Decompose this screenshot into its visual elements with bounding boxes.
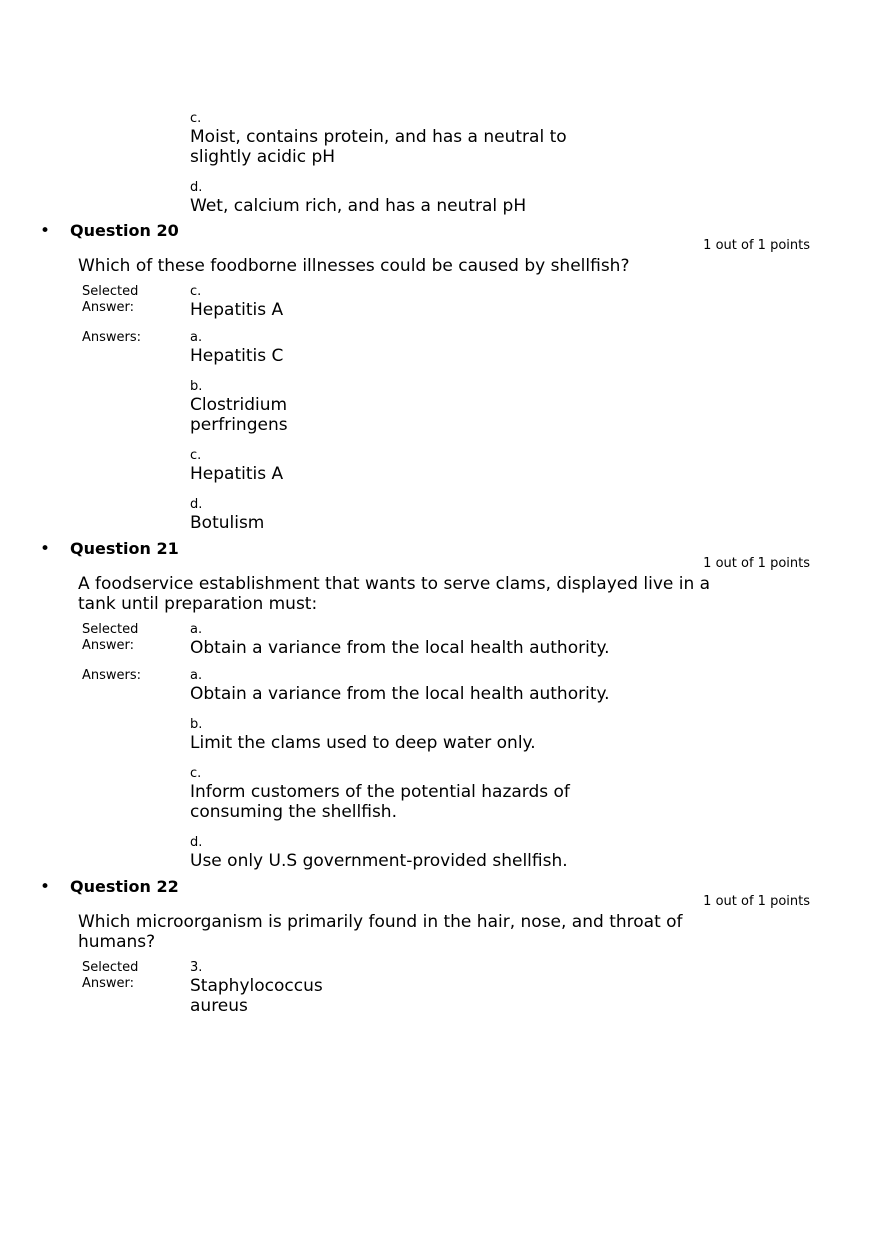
selected-answer	[190, 622, 750, 658]
question-points: 1 out of 1 points	[703, 894, 810, 909]
option-text: Botulism	[190, 513, 265, 533]
option-text: Wet, calcium rich, and has a neutral pH	[190, 196, 527, 216]
option-text: Staphylococcus aureus	[190, 976, 323, 1016]
option-text: Hepatitis A	[190, 300, 284, 320]
option-letter: d.	[190, 180, 203, 195]
option-text: Obtain a variance from the local health authority.	[190, 684, 610, 704]
bullet-icon: •	[40, 221, 51, 241]
question-text: Which of these foodborne illnesses could be caused by shellfish?	[78, 256, 630, 276]
option-letter: b.	[190, 379, 203, 394]
option-text: Hepatitis C	[190, 346, 284, 366]
selected-answer	[190, 284, 750, 320]
selected-answer	[190, 960, 750, 1016]
option-letter: c.	[190, 111, 202, 126]
question-points: 1 out of 1 points	[703, 238, 810, 253]
option-letter: b.	[190, 717, 203, 732]
answer-option	[190, 717, 750, 753]
selected-answer-label: Selected Answer:	[82, 622, 139, 653]
option-letter: a.	[190, 668, 203, 683]
answer-option	[190, 835, 750, 871]
option-letter: c.	[190, 448, 202, 463]
selected-answer-block	[0, 960, 880, 1016]
answer-option	[190, 379, 750, 435]
answer-option	[190, 330, 750, 366]
selected-answer-label: Selected Answer:	[82, 284, 139, 315]
option-text: Inform customers of the potential hazards of consuming the shellfish.	[190, 782, 570, 822]
question-20	[0, 220, 880, 533]
option-letter: a.	[190, 330, 203, 345]
option-text: Clostridium perfringens	[190, 395, 288, 435]
answer-option	[190, 448, 750, 484]
answers-block	[0, 330, 880, 533]
option-letter: c.	[190, 766, 202, 781]
question-22	[0, 876, 880, 1016]
question-points: 1 out of 1 points	[703, 556, 810, 571]
question-title: Question 21	[70, 539, 179, 558]
option-text: Obtain a variance from the local health authority.	[190, 638, 610, 658]
option-text: Moist, contains protein, and has a neutral to slightly acidic pH	[190, 127, 567, 167]
answer-option	[190, 180, 750, 216]
option-text: Hepatitis A	[190, 464, 284, 484]
option-letter: a.	[190, 622, 203, 637]
option-letter: c.	[190, 284, 202, 299]
option-letter: 3.	[190, 960, 203, 975]
question-text: A foodservice establishment that wants to serve clams, displayed live in a tank until preparation must:	[78, 574, 711, 614]
answer-option	[190, 111, 750, 167]
answer-option	[190, 668, 750, 704]
question-text: Which microorganism is primarily found in the hair, nose, and throat of humans?	[78, 912, 683, 952]
option-letter: d.	[190, 835, 203, 850]
option-text: Use only U.S government-provided shellfish.	[190, 851, 568, 871]
answer-option	[190, 497, 750, 533]
previous-question-answers	[190, 111, 750, 229]
bullet-icon: •	[40, 539, 51, 559]
option-letter: d.	[190, 497, 203, 512]
question-21	[0, 538, 880, 871]
bullet-icon: •	[40, 877, 51, 897]
question-title: Question 20	[70, 221, 179, 240]
answers-label: Answers:	[82, 668, 142, 683]
selected-answer-block	[0, 284, 880, 320]
selected-answer-label: Selected Answer:	[82, 960, 139, 991]
answers-block	[0, 668, 880, 871]
answer-option	[190, 766, 750, 822]
selected-answer-block	[0, 622, 880, 658]
answers-label: Answers:	[82, 330, 142, 345]
question-title: Question 22	[70, 877, 179, 896]
option-text: Limit the clams used to deep water only.	[190, 733, 536, 753]
